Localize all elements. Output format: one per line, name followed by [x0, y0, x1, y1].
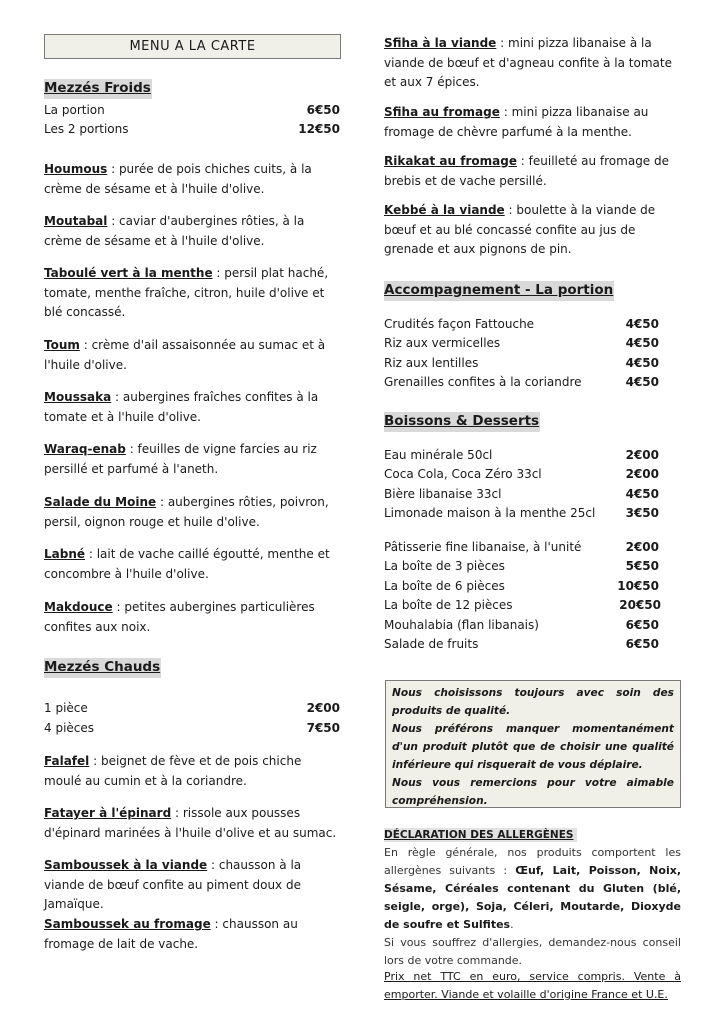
price-row [384, 557, 659, 577]
dish-taboule [44, 264, 344, 323]
quality-note-line: Nous choisissons toujours avec soin des produits de qualité. [392, 687, 674, 717]
dish-description: : boulette à la viande de bœuf et au blé concassé confite au jus de grenade et aux pignons de pin. [384, 203, 656, 256]
dish-name: Moutabal [44, 214, 108, 228]
price-value: 4€50 [625, 487, 659, 501]
dish-kebbe [384, 201, 664, 260]
section-heading-accompagnement: Accompagnement - La portion [384, 281, 614, 301]
dish-sfiha-fromage [384, 103, 664, 142]
price-label: Salade de fruits [384, 637, 479, 651]
dish-name: Fatayer à l'épinard [44, 806, 172, 820]
dish-houmous [44, 160, 324, 199]
dish-samboussek-viande [44, 856, 340, 915]
price-label: Mouhalabia (flan libanais) [384, 618, 539, 632]
dish-fatayer [44, 804, 344, 843]
allergens-advice: Si vous souffrez d'allergies, demandez-nous conseil lors de votre commande. [384, 936, 681, 967]
dish-name: Sfiha à la viande [384, 36, 497, 50]
price-row [384, 538, 659, 558]
price-label: Les 2 portions [44, 122, 129, 136]
price-label: Riz aux vermicelles [384, 336, 501, 350]
price-row [384, 635, 659, 655]
price-value: 3€50 [625, 506, 659, 520]
price-label: 4 pièces [44, 721, 95, 735]
dish-name: Makdouce [44, 600, 113, 614]
price-row [384, 446, 659, 466]
price-row [44, 699, 340, 719]
price-label: La boîte de 6 pièces [384, 579, 505, 593]
price-row [384, 485, 659, 505]
dish-description: : chausson au fromage de lait de vache. [44, 917, 298, 951]
price-value: 4€50 [625, 375, 659, 389]
dish-name: Sfiha au fromage [384, 105, 500, 119]
price-label: Riz aux lentilles [384, 356, 479, 370]
price-label: La portion [44, 103, 105, 117]
price-value: 2€00 [625, 448, 659, 462]
allergens-heading: DÉCLARATION DES ALLERGÈNES [384, 828, 577, 842]
dish-description: : beignet de fève et de pois chiche moulé au cumin et à la coriandre. [44, 754, 302, 788]
dish-name: Samboussek au fromage [44, 917, 211, 931]
price-label: Eau minérale 50cl [384, 448, 493, 462]
price-label: Crudités façon Fattouche [384, 317, 535, 331]
price-value: 4€50 [625, 317, 659, 331]
price-value: 12€50 [298, 122, 340, 136]
dish-name: Samboussek à la viande [44, 858, 208, 872]
price-row [384, 315, 659, 335]
dish-description: : lait de vache caillé égoutté, menthe et concombre à l'huile d'olive. [44, 547, 330, 581]
price-value: 2€00 [625, 467, 659, 481]
dish-makdouce [44, 598, 329, 637]
price-value: 4€50 [625, 356, 659, 370]
section-heading-mezzes-chauds: Mezzés Chauds [44, 658, 161, 678]
dish-name: Toum [44, 338, 80, 352]
dish-name: Kebbé à la viande [384, 203, 505, 217]
dish-name: Falafel [44, 754, 90, 768]
dish-falafel [44, 752, 342, 791]
dish-labne [44, 545, 340, 584]
price-label: Limonade maison à la menthe 25cl [384, 506, 596, 520]
footer-price-note: Prix net TTC en euro, service compris. Vente à emporter. Viande et volaille d'origine France et U.E. [384, 970, 681, 1001]
dish-toum [44, 336, 334, 375]
allergens-list: Œuf, Lait, Poisson, Noix, Sésame, Céréales contenant du Gluten (blé, seigle, orge), Soja, Céleri, Moutarde, Dioxyde de soufre et Sulfites [384, 864, 681, 931]
price-row [44, 101, 340, 121]
price-row [384, 465, 659, 485]
price-label: La boîte de 12 pièces [384, 598, 513, 612]
quality-note-line: Nous préférons manquer momentanément d'un produit plutôt que de choisir une qualité inférieure qui risquerait de vous déplaire. [392, 723, 674, 771]
price-value: 7€50 [306, 721, 340, 735]
dish-description: : mini pizza libanaise à la viande de bœuf et d'agneau confite à la tomate et aux 7 épices. [384, 36, 672, 89]
dish-description: : purée de pois chiches cuits, à la crème de sésame et à l'huile d'olive. [44, 162, 312, 196]
dish-name: Salade du Moine [44, 495, 157, 509]
dish-salade-du-moine [44, 493, 334, 532]
dish-name: Houmous [44, 162, 108, 176]
quality-note-box [385, 680, 681, 808]
quality-note-line: Nous vous remercions pour votre aimable compréhension. [392, 777, 674, 807]
dish-name: Moussaka [44, 390, 112, 404]
dish-name: Labné [44, 547, 86, 561]
price-value: 2€00 [625, 540, 659, 554]
price-row [44, 120, 340, 140]
price-row [384, 504, 659, 524]
dish-description: : chausson à la viande de bœuf confite au piment doux de Jamaïque. [44, 858, 302, 911]
allergens-text [384, 844, 681, 970]
dish-moutabal [44, 212, 324, 251]
menu-title: MENU A LA CARTE [44, 34, 341, 59]
price-row [384, 577, 659, 597]
price-row [384, 334, 659, 354]
price-row [384, 616, 659, 636]
section-heading-mezzes-froids: Mezzés Froids [44, 79, 152, 99]
dish-description: : crème d'ail assaisonnée au sumac et à l'huile d'olive. [44, 338, 326, 372]
price-value: 4€50 [625, 336, 659, 350]
dish-description: : caviar d'aubergines rôties, à la crème de sésame et à l'huile d'olive. [44, 214, 305, 248]
section-heading-boissons-desserts: Boissons & Desserts [384, 412, 540, 432]
dish-description: : rissole aux pousses d'épinard marinées à l'huile d'olive et au sumac. [44, 806, 337, 840]
price-label: La boîte de 3 pièces [384, 559, 505, 573]
price-row [384, 354, 659, 374]
dish-samboussek-fromage [44, 915, 340, 954]
price-label: Coca Cola, Coca Zéro 33cl [384, 467, 542, 481]
allergens-list-end: . [510, 918, 514, 931]
dish-description: : persil plat haché, tomate, menthe fraîche, citron, huile d'olive et blé concassé. [44, 266, 329, 319]
price-value: 6€50 [306, 103, 340, 117]
dish-description: : feuilles de vigne farcies au riz persillé et parfumé à l'aneth. [44, 442, 317, 476]
dish-description: : feuilleté au fromage de brebis et de vache persillé. [384, 154, 670, 188]
price-row [44, 719, 340, 739]
allergens-intro: En règle générale, nos produits comportent les allergènes suivants : [384, 846, 681, 877]
price-value: 6€50 [625, 618, 659, 632]
dish-name: Waraq-enab [44, 442, 126, 456]
dish-description: : aubergines rôties, poivron, persil, oignon rouge et huile d'olive. [44, 495, 329, 529]
price-label: Pâtisserie fine libanaise, à l'unité [384, 540, 582, 554]
price-label: 1 pièce [44, 701, 88, 715]
dish-description: : aubergines fraîches confites à la tomate et à l'huile d'olive. [44, 390, 319, 424]
price-value: 6€50 [625, 637, 659, 651]
price-value: 10€50 [617, 579, 659, 593]
dish-waraq-enab [44, 440, 334, 479]
price-value: 20€50 [619, 598, 661, 612]
price-value: 5€50 [625, 559, 659, 573]
dish-rikakat [384, 152, 674, 191]
dish-name: Rikakat au fromage [384, 154, 517, 168]
dish-sfiha-viande [384, 34, 684, 93]
dish-name: Taboulé vert à la menthe [44, 266, 213, 280]
price-row [384, 596, 661, 616]
dish-description: : petites aubergines particulières confites aux noix. [44, 600, 315, 634]
price-label: Grenailles confites à la coriandre [384, 375, 582, 389]
dish-description: : mini pizza libanaise au fromage de chèvre parfumé à la menthe. [384, 105, 649, 139]
price-label: Bière libanaise 33cl [384, 487, 502, 501]
price-value: 2€00 [306, 701, 340, 715]
dish-moussaka [44, 388, 329, 427]
price-row [384, 373, 659, 393]
